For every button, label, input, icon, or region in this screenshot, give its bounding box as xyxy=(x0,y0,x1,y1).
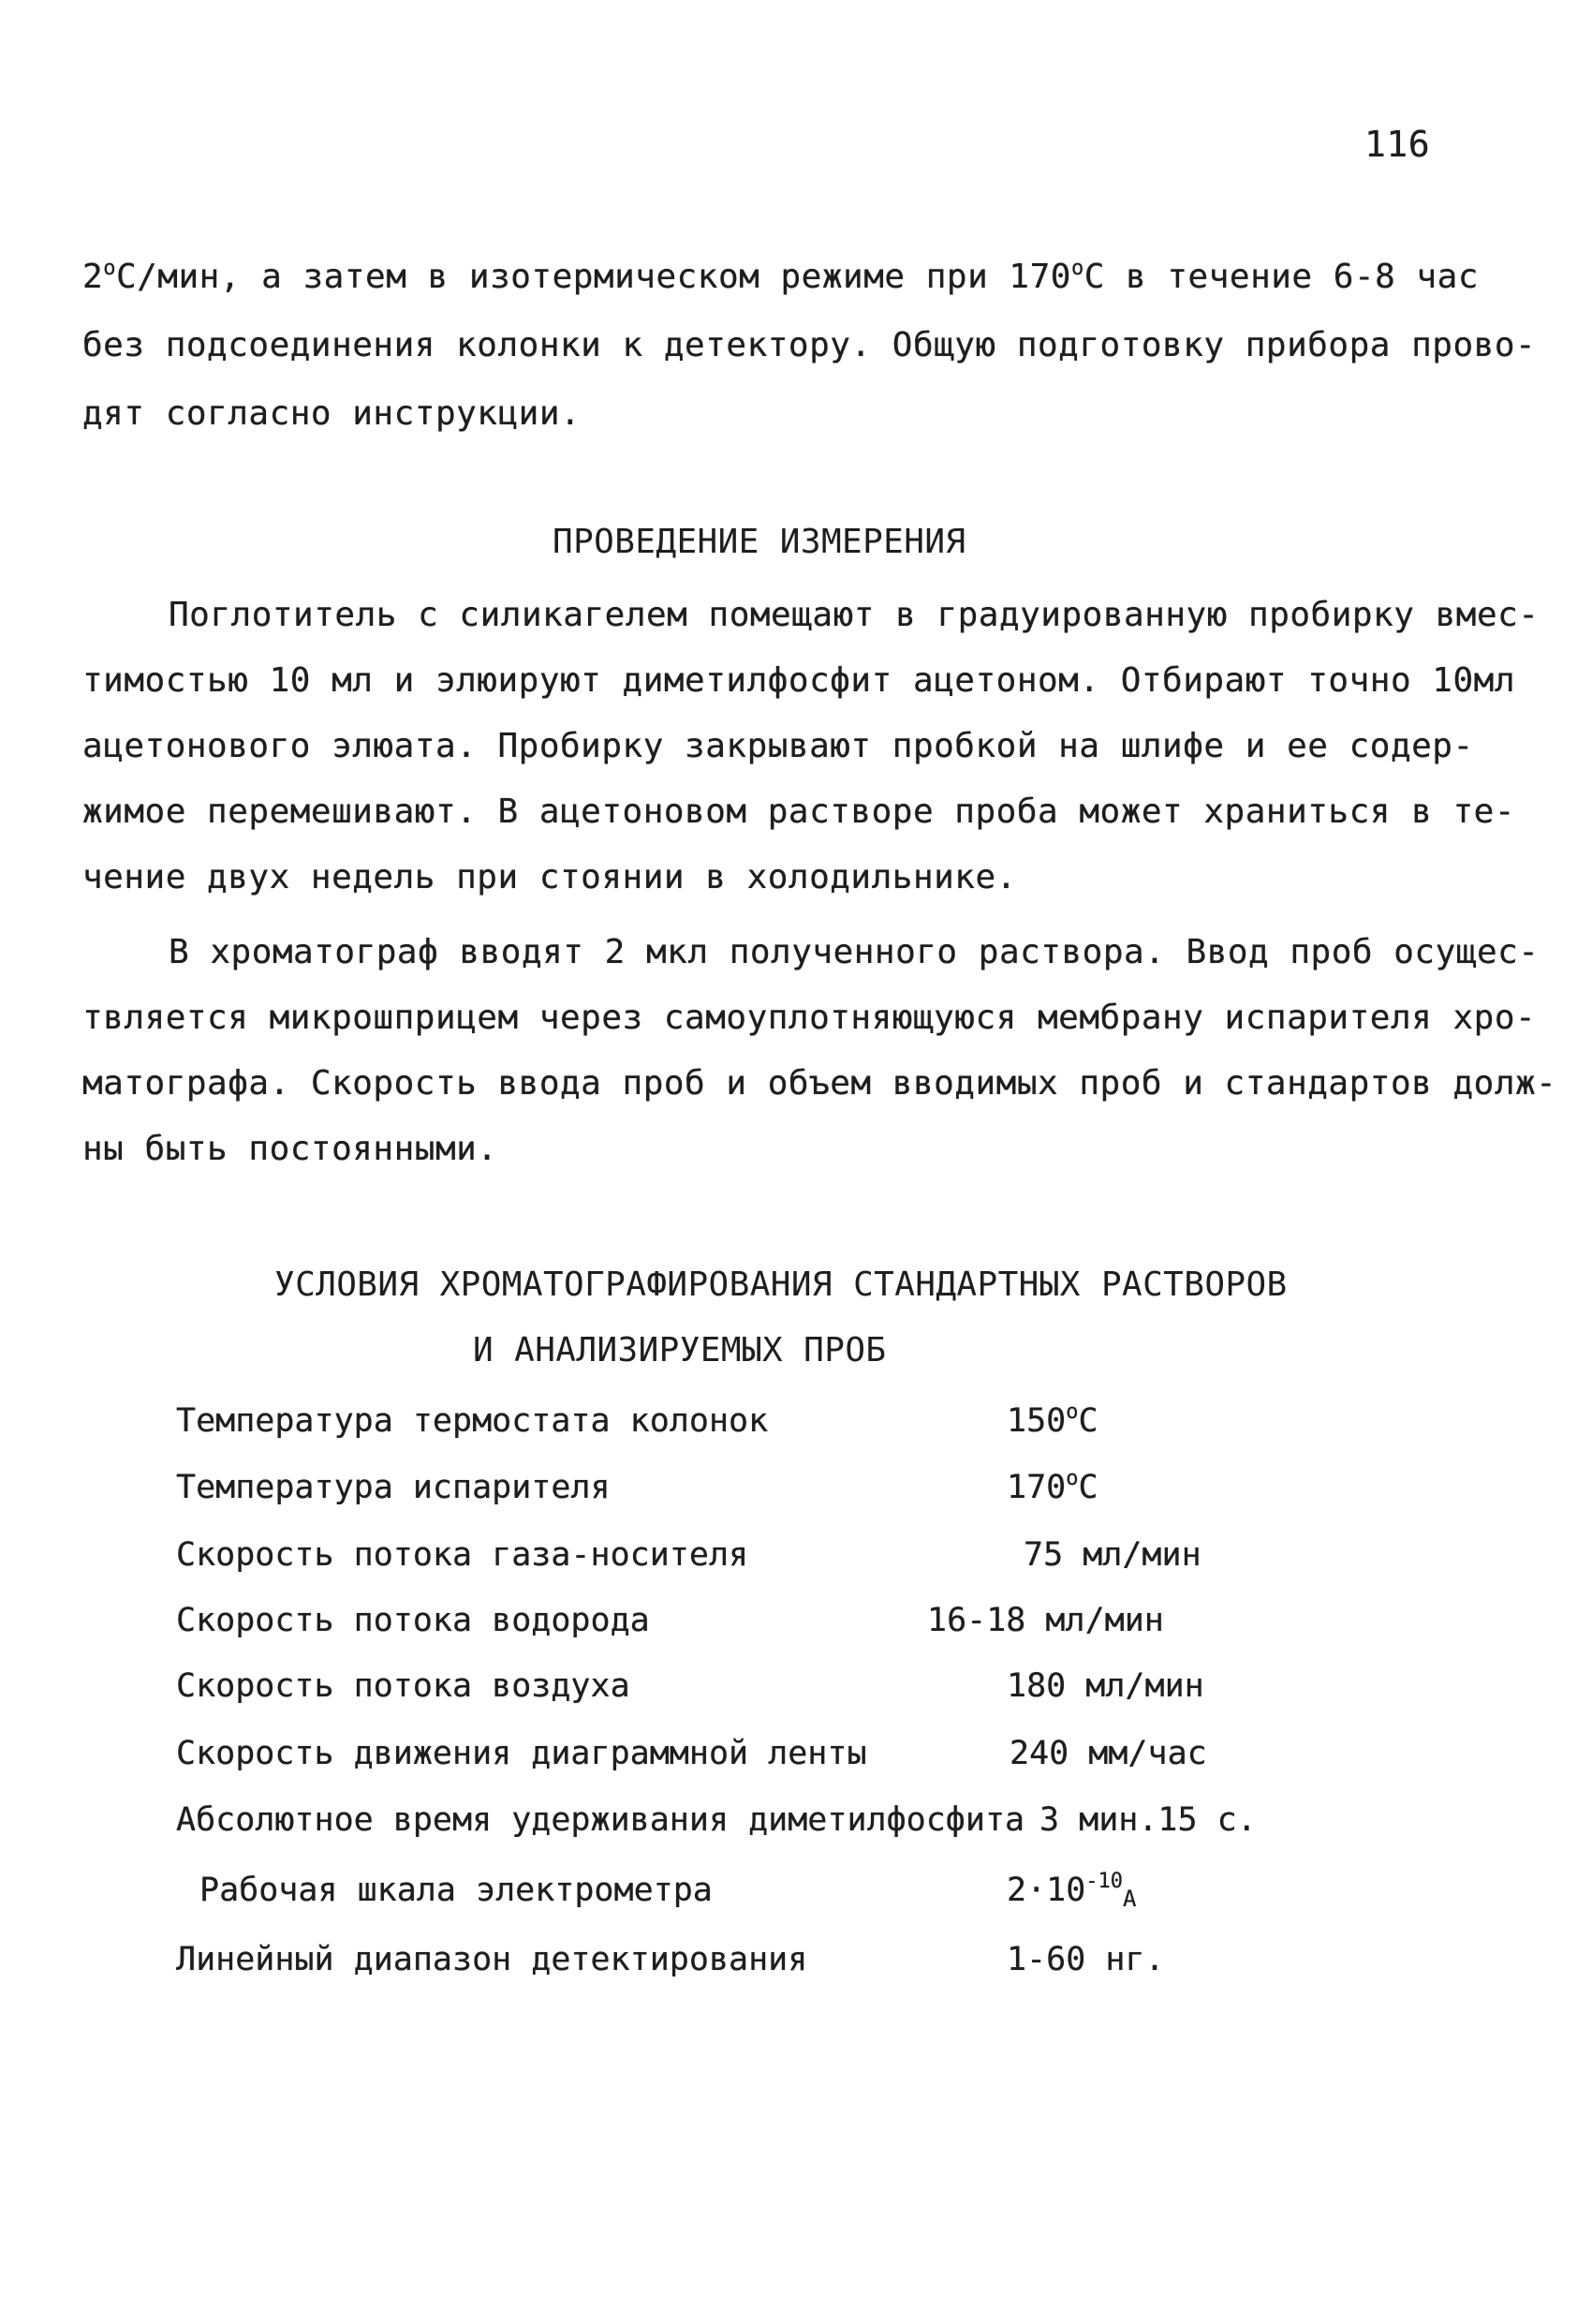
section-title-conditions-line-1: УСЛОВИЯ ХРОМАТОГРАФИРОВАНИЯ СТАНДАРТНЫХ РАСТВОРОВ xyxy=(274,1266,1288,1304)
condition-value: 240 мм/час xyxy=(1010,1735,1207,1772)
paragraph-line: В хроматограф вводят 2 мкл полученного раствора. Ввод проб осущес- xyxy=(169,933,1540,971)
condition-label: Скорость потока водорода xyxy=(176,1602,650,1639)
condition-label: Температура испарителя xyxy=(176,1469,611,1506)
intro-line-1-part1: С/мин, а затем в изотермическом режиме при 170 xyxy=(115,258,1071,296)
condition-value: 3 мин.15 с. xyxy=(1039,1801,1257,1839)
degree-sign: o xyxy=(1070,257,1084,280)
condition-value: 150$^o$С xyxy=(1007,1400,1098,1440)
degree-sign: o xyxy=(1066,1400,1079,1424)
section-title-measurement: ПРОВЕДЕНИЕ ИЗМЕРЕНИЯ xyxy=(553,523,966,561)
paragraph-line: жимое перемешивают. В ацетоновом растворе проба может храниться в те- xyxy=(82,792,1515,831)
paragraph-line: матографа. Скорость ввода проб и объем вводимых проб и стандартов долж- xyxy=(82,1064,1557,1103)
intro-line-1-part2: С в течение 6-8 час xyxy=(1083,258,1479,296)
condition-label: Рабочая шкала электрометра xyxy=(199,1872,713,1909)
condition-label: Скорость движения диаграммной ленты xyxy=(176,1735,867,1772)
paragraph-line: ацетонового элюата. Пробирку закрывают пробкой на шлифе и ее содер- xyxy=(82,727,1474,765)
condition-label: Температура термостата колонок xyxy=(176,1402,769,1440)
page-number: 116 xyxy=(1364,124,1431,165)
paragraph-line: твляется микрошприцем через самоуплотняющуюся мембрану испарителя хро- xyxy=(82,999,1537,1037)
degree-sign: o xyxy=(103,257,116,280)
paragraph-line: чение двух недель при стоянии в холодильнике. xyxy=(82,858,1017,896)
section-title-conditions-line-2: И АНАЛИЗИРУЕМЫХ ПРОБ xyxy=(473,1331,887,1369)
condition-label: Линейный диапазон детектирования xyxy=(176,1941,808,1978)
condition-value: 75 мл/мин xyxy=(1024,1536,1201,1574)
condition-value: $2\cdot 10^{-10}_А$ xyxy=(1007,1870,1137,1912)
degree-sign: o xyxy=(1066,1467,1079,1490)
unit-ampere: А xyxy=(1123,1886,1137,1912)
condition-value: 180 мл/мин xyxy=(1007,1667,1204,1705)
intro-line-2: без подсоединения колонки к детектору. Общую подготовку прибора прово- xyxy=(82,326,1537,364)
condition-label: Скорость потока газа-носителя xyxy=(176,1536,749,1574)
paragraph-line: ны быть постоянными. xyxy=(82,1130,498,1168)
exponent: -10 xyxy=(1085,1870,1124,1893)
condition-label: Скорость потока воздуха xyxy=(176,1667,630,1705)
condition-value: 16-18 мл/мин xyxy=(927,1602,1164,1639)
intro-line-1-lead: 2 xyxy=(82,258,104,296)
condition-value: 170$^o$С xyxy=(1007,1467,1098,1506)
condition-label: Абсолютное время удерживания диметилфосфита xyxy=(176,1801,1025,1839)
paragraph-line: тимостью 10 мл и элюируют диметилфосфит ацетоном. Отбирают точно 10мл xyxy=(82,661,1515,700)
intro-line-1 xyxy=(82,258,1479,296)
intro-line-3: дят согласно инструкции. xyxy=(82,394,582,433)
condition-value: 1-60 нг. xyxy=(1007,1941,1165,1978)
paragraph-line: Поглотитель с силикагелем помещают в градуированную пробирку вмес- xyxy=(169,596,1540,634)
